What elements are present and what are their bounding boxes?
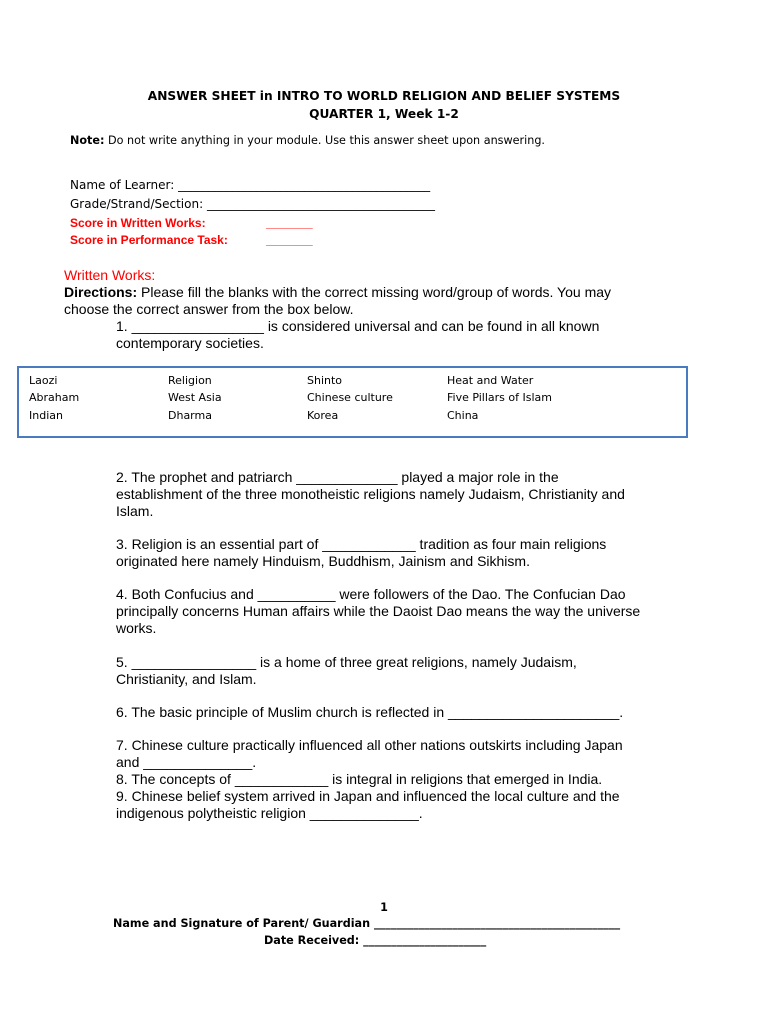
question-1-line-2: contemporary societies. — [116, 335, 264, 351]
word-choice: Dharma — [168, 409, 212, 422]
parent-signature-line: Name and Signature of Parent/ Guardian ____________________________________________ — [113, 917, 621, 930]
word-choice: West Asia — [168, 391, 222, 404]
directions-label: Directions: — [64, 284, 138, 300]
score-written-works-blank: _______ — [266, 216, 313, 230]
name-of-learner-field: Name of Learner: __________________________________________ — [70, 178, 431, 192]
question-9-line-1: 9. Chinese belief system arrived in Japan and influenced the local culture and the — [116, 788, 620, 804]
word-choice: Indian — [29, 409, 63, 422]
word-choice: Heat and Water — [447, 374, 534, 387]
question-7-line-1: 7. Chinese culture practically influenced all other nations outskirts including Japan — [116, 737, 623, 753]
question-4-line-2: principally concerns Human affairs while the Daoist Dao means the way the universe — [116, 603, 641, 619]
question-2-line-3: Islam. — [116, 503, 154, 519]
word-choice: Five Pillars of Islam — [447, 391, 552, 404]
question-7-line-2: and ______________. — [116, 754, 257, 770]
word-choice: China — [447, 409, 479, 422]
word-choice-box — [17, 366, 688, 438]
word-choice: Abraham — [29, 391, 80, 404]
note-body: Do not write anything in your module. Use this answer sheet upon answering. — [104, 134, 545, 147]
grade-strand-section-field: Grade/Strand/Section: ______________________________________ — [70, 197, 435, 211]
question-3-line-2: originated here namely Hinduism, Buddhism, Jainism and Sikhism. — [116, 553, 530, 569]
note-text — [70, 134, 545, 147]
page-title: ANSWER SHEET in INTRO TO WORLD RELIGION AND BELIEF SYSTEMS — [147, 89, 621, 103]
word-choice: Chinese culture — [307, 391, 393, 404]
score-performance-task-blank: _______ — [266, 233, 313, 247]
word-choice: Laozi — [29, 374, 58, 387]
directions-line-1: Directions: Please fill the blanks with the correct missing word/group of words. You may — [64, 284, 612, 300]
question-5-line-2: Christianity, and Islam. — [116, 671, 257, 687]
date-received-line: Date Received: ______________________ — [264, 934, 487, 947]
score-written-works-label: Score in Written Works: — [70, 216, 206, 230]
written-works-heading: Written Works: — [64, 267, 156, 283]
word-choice: Religion — [168, 374, 212, 387]
note-label: Note: — [70, 134, 105, 147]
directions-line-2: choose the correct answer from the box below. — [64, 301, 354, 317]
question-8-line-1: 8. The concepts of ____________ is integral in religions that emerged in India. — [116, 771, 603, 787]
score-performance-task-label: Score in Performance Task: — [70, 233, 228, 247]
question-3-line-1: 3. Religion is an essential part of ____________ tradition as four main religions — [116, 536, 607, 552]
page-subtitle: QUARTER 1, Week 1-2 — [309, 107, 459, 121]
question-1-line-1: 1. _________________ is considered universal and can be found in all known — [116, 318, 600, 334]
word-choice: Shinto — [307, 374, 343, 387]
question-4-line-3: works. — [116, 620, 157, 636]
question-4-line-1: 4. Both Confucius and __________ were followers of the Dao. The Confucian Dao — [116, 586, 626, 602]
question-5-line-1: 5. ________________ is a home of three great religions, namely Judaism, — [116, 654, 577, 670]
page-number: 1 — [380, 901, 388, 914]
question-2-line-2: establishment of the three monotheistic religions namely Judaism, Christianity and — [116, 486, 625, 502]
question-2-line-1: 2. The prophet and patriarch _____________ played a major role in the — [116, 469, 559, 485]
word-choice: Korea — [307, 409, 339, 422]
question-6-line-1: 6. The basic principle of Muslim church is reflected in ______________________. — [116, 704, 624, 720]
question-9-line-2: indigenous polytheistic religion ______________. — [116, 805, 423, 821]
